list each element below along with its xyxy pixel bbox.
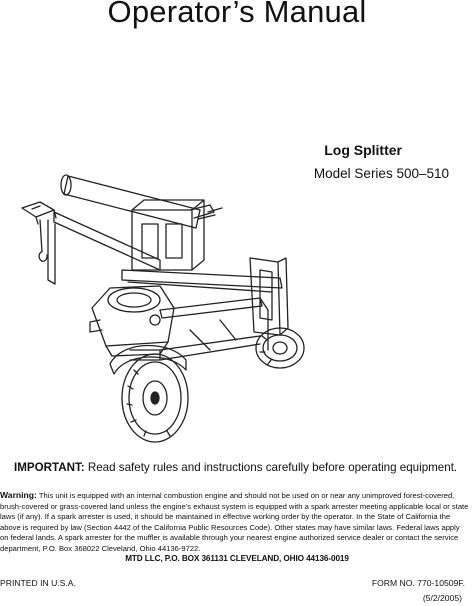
engine: [90, 286, 174, 356]
important-notice: [14, 461, 464, 474]
form-number: FORM NO. 770-10509F.: [371, 578, 465, 588]
printed-in: PRINTED IN U.S.A.: [0, 578, 76, 588]
left-wheel: [122, 354, 188, 442]
important-label: IMPORTANT:: [14, 461, 85, 474]
axle-frame: [130, 298, 268, 360]
form-date: (5/2/2005): [422, 593, 462, 603]
warning-label: Warning:: [0, 490, 37, 500]
page-title: Operator’s Manual: [107, 0, 367, 29]
valve-assembly: [132, 200, 214, 270]
company-address: MTD LLC, P.O. BOX 361131 CLEVELAND, OHIO 44136-0019: [125, 554, 349, 563]
log-splitter-illustration: [10, 160, 310, 460]
important-text: Read safety rules and instructions carefully before operating equipment.: [84, 461, 458, 474]
model-series: Model Series 500–510: [313, 166, 449, 181]
end-plate: [250, 258, 288, 335]
spark-arrester-warning: [0, 490, 470, 555]
warning-text: This unit is equipped with an internal combustion engine and should not be used on or near any unimproved forest-covered, brush-covered or grass-covered land unless the engine’s exhaust system is equipped with a spark arrester meeting applicable local or state laws (if any). If a spark arrester is used, it should be maintained in effective working order by the operator. In the State of California the above is required by law (Section 4442 of the California Public Resources Code). Other states may have similar laws. Federal laws apply on federal lands. A spark arrester for the muffler is available through your nearest engine authorized service dealer or contact the service department, P.O. Box 368022 Cleveland, Ohio 44136-9722.: [0, 491, 469, 553]
product-name: Log Splitter: [324, 142, 402, 158]
hitch-tongue: [22, 202, 160, 284]
